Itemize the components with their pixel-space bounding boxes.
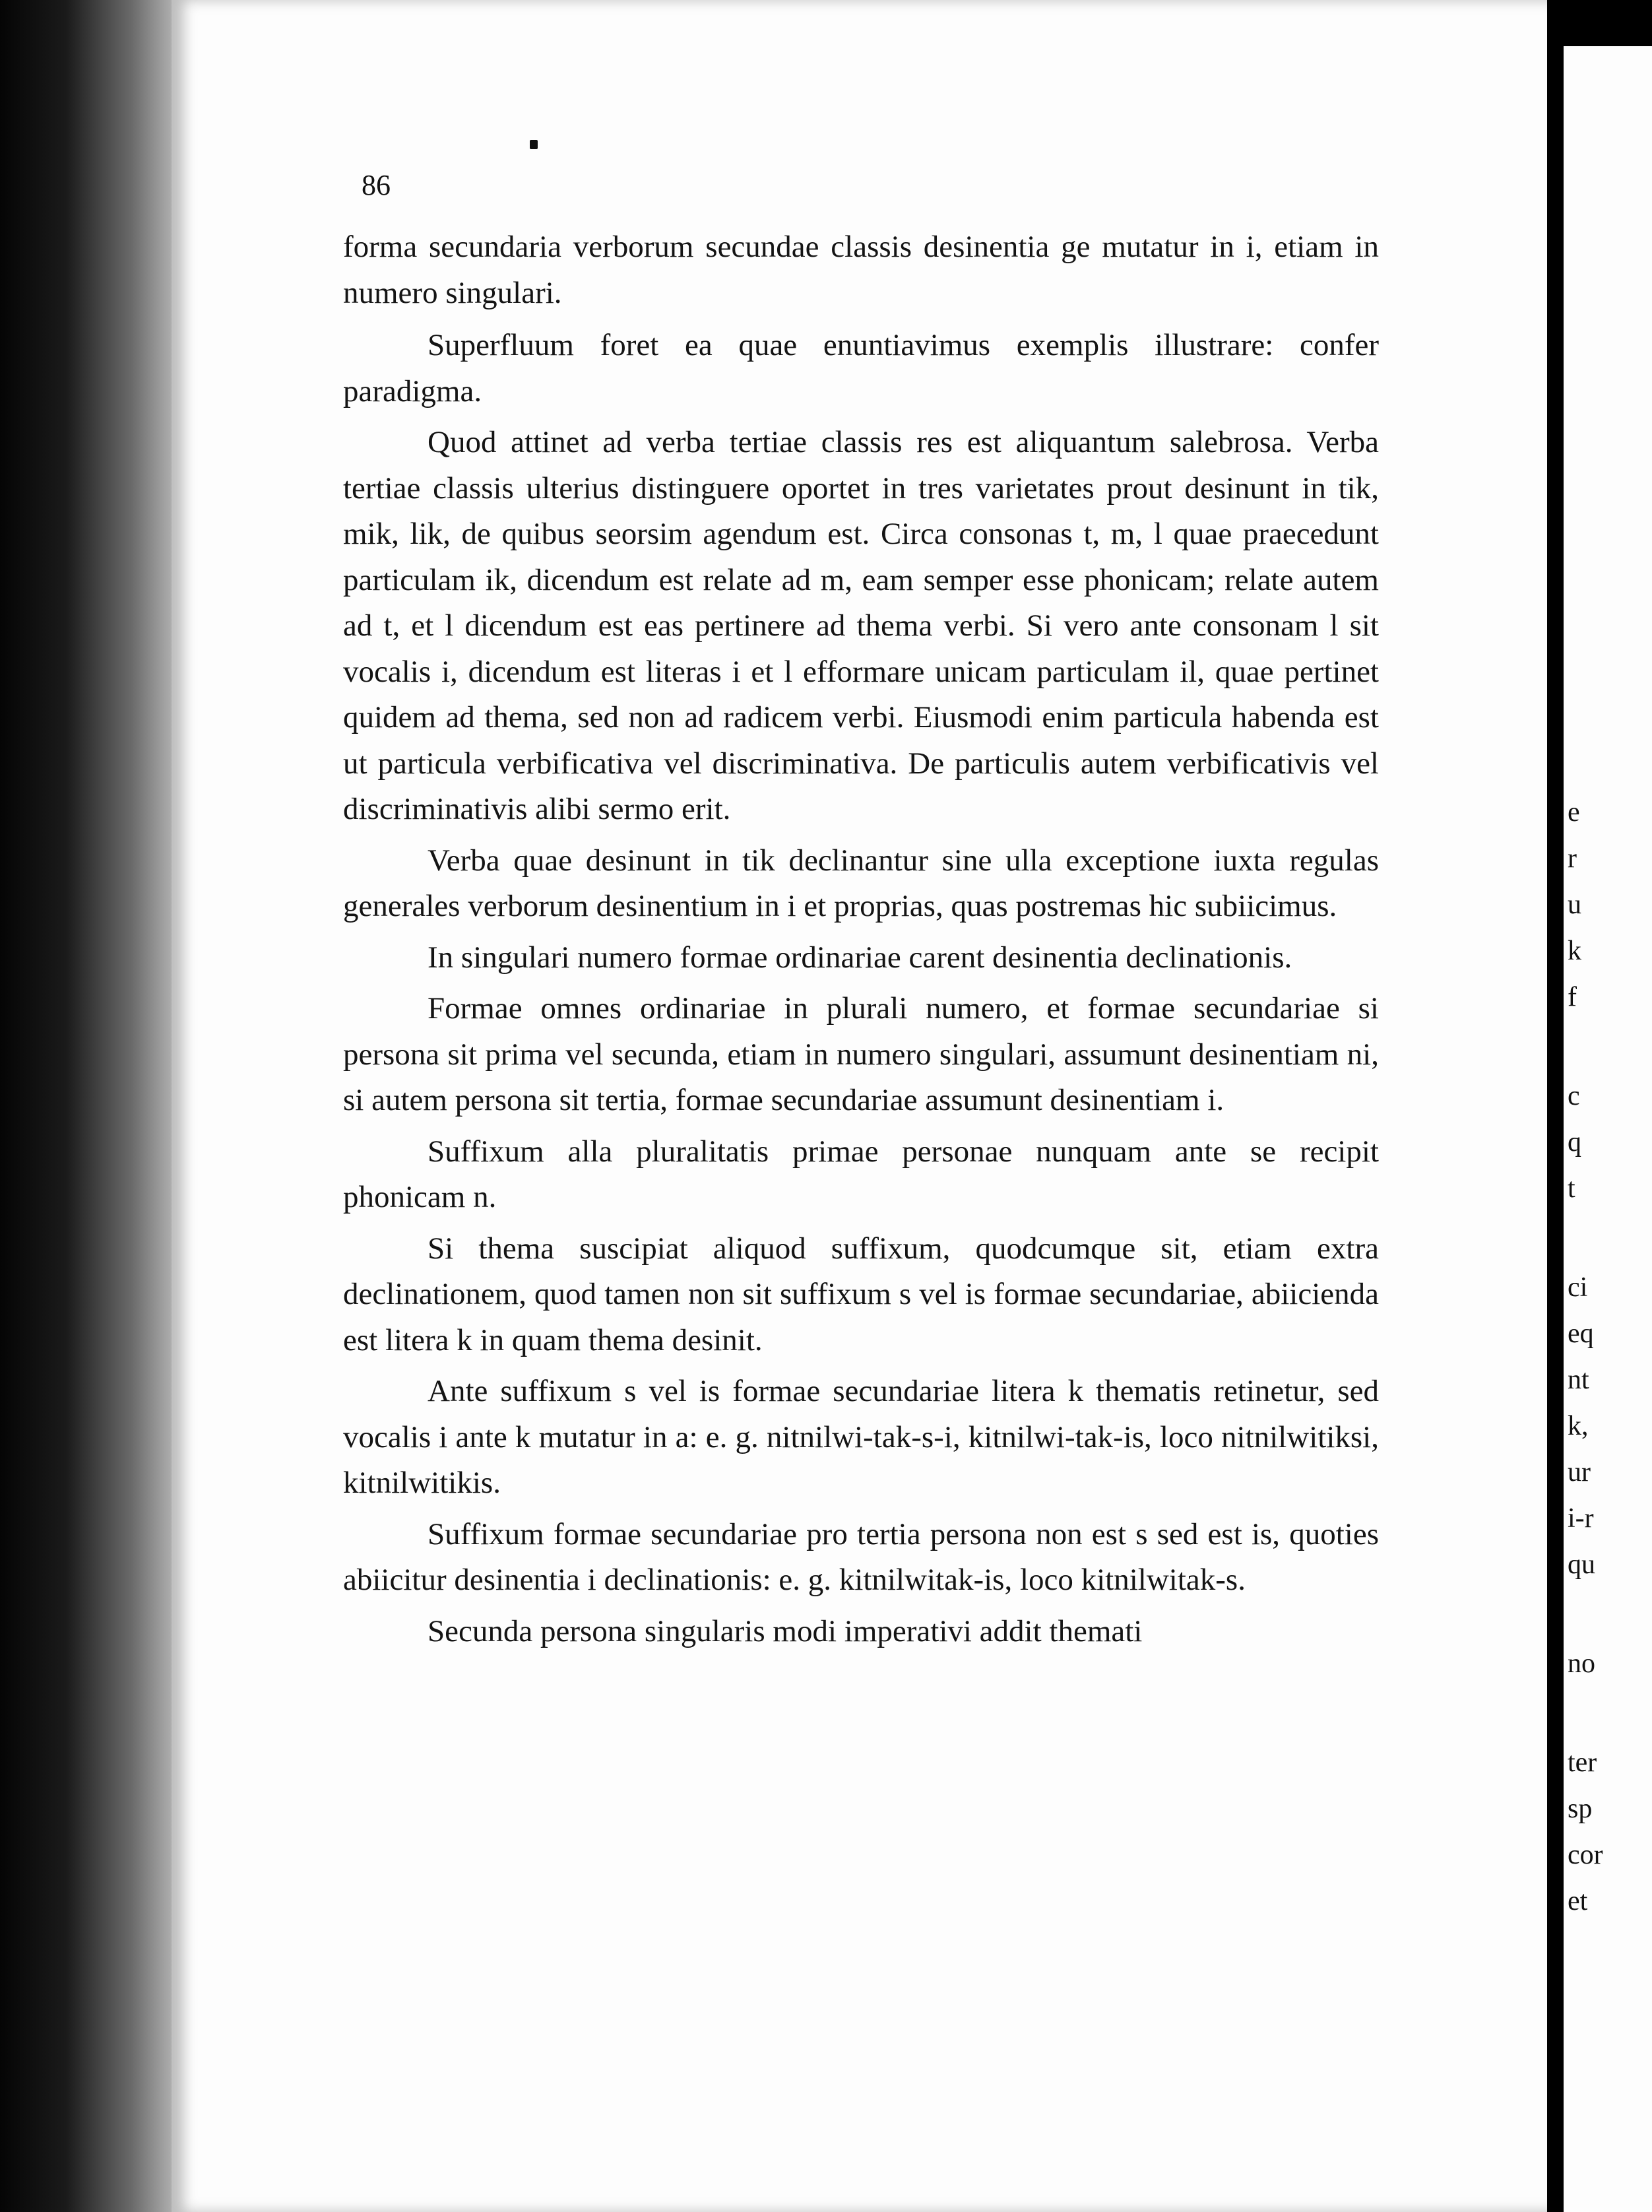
facing-page-fragment: f	[1568, 982, 1577, 1012]
facing-page-fragment: nt	[1568, 1365, 1589, 1395]
paragraph: Quod attinet ad verba tertiae classis res est aliquantum salebrosa. Verba tertiae classis ulterius distinguere oportet in tres varietates prout desinunt in tik, mik, lik, de quibus seorsim agendum est. Circa consonas t, m, l quae praecedunt particulam ik, dicendum est relate ad m, eam semper esse phonicam; relate autem ad t, et l dicendum est eas pertinere ad thema verbi. Si vero ante consonam l sit vocalis i, dicendum est literas i et l efformare unicam particulam il, quae pertinet quidem ad thema, sed non ad radicem verbi. Eiusmodi enim particula habenda est ut particula verbificativa vel discriminativa. De particulis autem verbificativis vel discriminativis alibi sermo erit.	[343, 425, 1379, 826]
paragraph: Superfluum foret ea quae enuntiavimus exemplis illustrare: confer paradigma.	[343, 328, 1379, 408]
paragraph: Verba quae desinunt in tik declinantur sine ulla exceptione iuxta regulas generales verborum desinentium in i et proprias, quas postremas hic subiicimus.	[343, 843, 1379, 923]
paragraph: forma secundaria verborum secundae classis desinentia ge mutatur in i, etiam in numero singulari.	[343, 230, 1379, 310]
facing-page-fragment: q	[1568, 1127, 1581, 1157]
paragraph: Formae omnes ordinariae in plurali numero, et formae secundariae si persona sit prima vel secunda, etiam in numero singulari, assumunt desinentiam ni, si autem persona sit tertia, formae secundariae assumunt desinentiam i.	[343, 991, 1379, 1117]
facing-page-fragment: r	[1568, 843, 1577, 874]
facing-page-fragment: ur	[1568, 1457, 1591, 1487]
facing-page-fragment: u	[1568, 890, 1581, 920]
facing-page-fragment: k,	[1568, 1411, 1589, 1441]
facing-page-fragment: eq	[1568, 1318, 1594, 1349]
facing-page-fragment: e	[1568, 797, 1580, 828]
facing-page-fragment: t	[1568, 1173, 1575, 1204]
page-number: 86	[362, 169, 391, 201]
ink-spot	[530, 140, 538, 149]
facing-page-fragment: cor	[1568, 1840, 1603, 1870]
facing-page-fragment: ter	[1568, 1747, 1597, 1778]
paragraph: Suffixum formae secundariae pro tertia persona non est s sed est is, quoties abiicitur desinentia i declinationis: e. g. kitnilwitak-is, loco kitnilwitak-s.	[343, 1516, 1379, 1597]
paragraph: In singulari numero formae ordinariae carent desinentia declinationis.	[428, 940, 1292, 975]
facing-page-fragment: no	[1568, 1648, 1595, 1679]
facing-page-fragment: c	[1568, 1081, 1580, 1111]
facing-page-fragment: i-r	[1568, 1503, 1594, 1534]
facing-page-fragment: qu	[1568, 1549, 1595, 1580]
facing-page-fragment: k	[1568, 936, 1581, 966]
scan-shadow	[0, 0, 188, 2212]
body-text	[343, 224, 1379, 1660]
paragraph: Secunda persona singularis modi imperativi addit themati	[428, 1613, 1143, 1648]
facing-page-fragment: ci	[1568, 1272, 1588, 1303]
facing-page-fragment: et	[1568, 1886, 1588, 1916]
facing-page-edge	[1564, 46, 1652, 2212]
paragraph: Suffixum alla pluralitatis primae personae nunquam ante se recipit phonicam n.	[343, 1134, 1379, 1214]
paragraph: Ante suffixum s vel is formae secundariae litera k thematis retinetur, sed vocalis i ante k mutatur in a: e. g. nitnilwi-tak-s-i, kitnilwi-tak-is, loco nitnilwitiksi, kitnilwitikis.	[343, 1374, 1379, 1500]
facing-page-fragment: sp	[1568, 1794, 1593, 1824]
paragraph: Si thema suscipiat aliquod suffixum, quodcumque sit, etiam extra declinationem, quod tamen non sit suffixum s vel is formae secundariae, abiicienda est litera k in quam thema desinit.	[343, 1231, 1379, 1357]
